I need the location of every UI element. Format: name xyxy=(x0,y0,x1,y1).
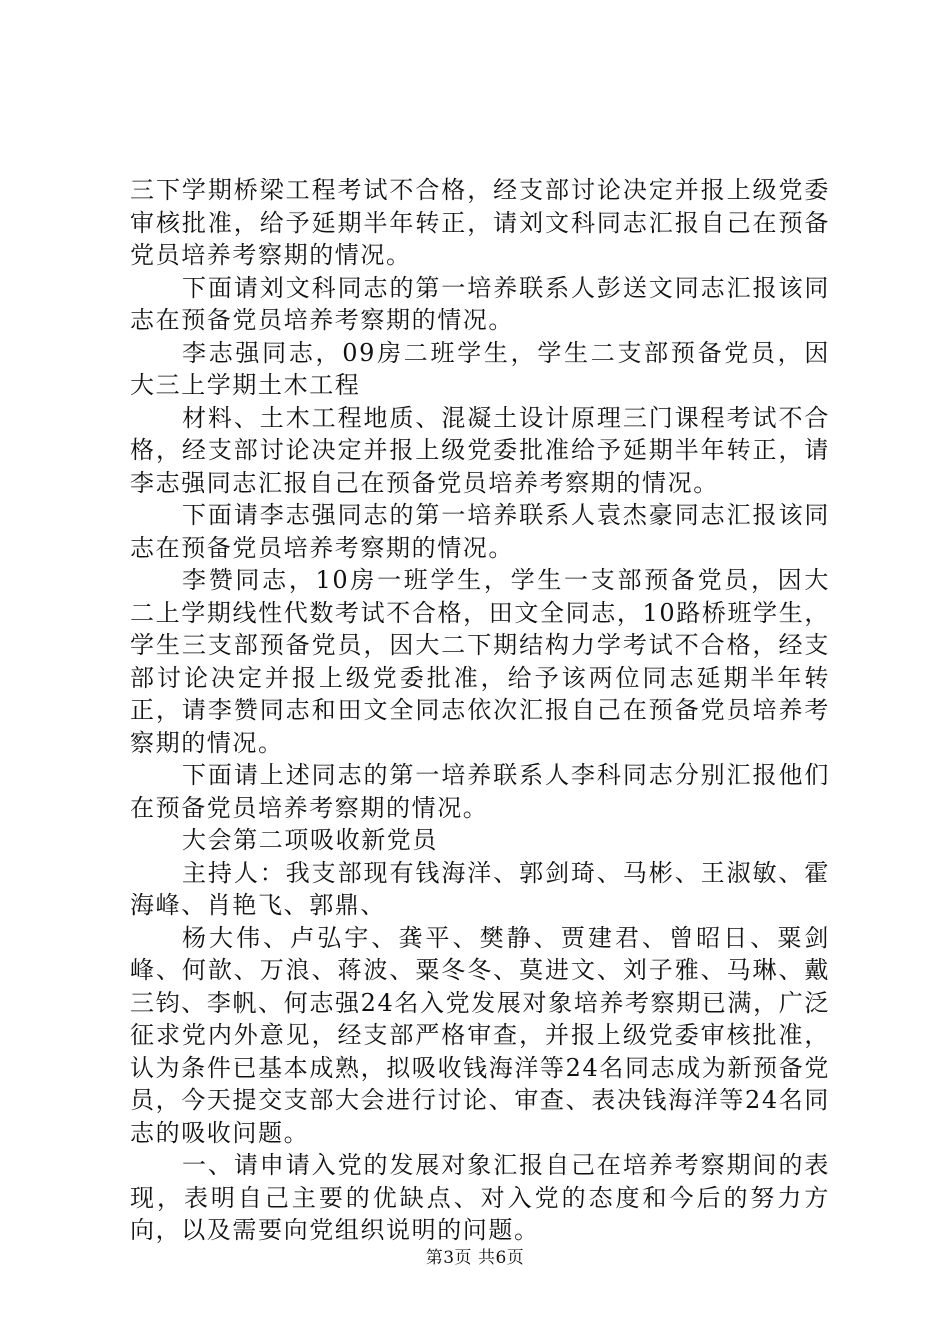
page-number: 第3页 共6页 xyxy=(425,1248,525,1268)
paragraph: 主持人：我支部现有钱海洋、郭剑琦、马彬、王淑敏、霍海峰、肖艳飞、郭鼎、 xyxy=(130,858,830,919)
paragraph-continuation: 三下学期桥梁工程考试不合格，经支部讨论决定并报上级党委审核批准，给予延期半年转正，请刘文科同志汇报自己在预备党员培养考察期的情况。 xyxy=(130,176,830,269)
paragraph: 一、请申请入党的发展对象汇报自己在培养考察期间的表现，表明自己主要的优缺点、对入党的态度和今后的努力方向，以及需要向党组织说明的问题。 xyxy=(130,1151,830,1244)
paragraph: 杨大伟、卢弘宇、龚平、樊静、贾建君、曾昭日、粟剑峰、何歆、万浪、蒋波、粟冬冬、莫进文、刘子雅、马琳、戴三钧、李帆、何志强24名入党发展对象培养考察期已满，广泛征求党内外意见，经支部严格审查，并报上级党委审核批准，认为条件已基本成熟，拟吸收钱海洋等24名同志成为新预备党员，今天提交支部大会进行讨论、审查、表决钱海洋等24名同志的吸收问题。 xyxy=(130,923,830,1147)
paragraph: 下面请上述同志的第一培养联系人李科同志分别汇报他们在预备党员培养考察期的情况。 xyxy=(130,761,830,822)
paragraph: 下面请李志强同志的第一培养联系人袁杰豪同志汇报该同志在预备党员培养考察期的情况。 xyxy=(130,501,830,562)
section-heading: 大会第二项吸收新党员 xyxy=(182,826,438,854)
document-body xyxy=(130,174,830,1247)
paragraph: 李志强同志，09房二班学生，学生二支部预备党员，因大三上学期土木工程 xyxy=(130,338,830,399)
page-footer xyxy=(0,1243,950,1268)
paragraph: 李赞同志，10房一班学生，学生一支部预备党员，因大二上学期线性代数考试不合格，田文全同志，10路桥班学生，学生三支部预备党员，因大二下期结构力学考试不合格，经支部讨论决定并报上级党委批准，给予该两位同志延期半年转正，请李赞同志和田文全同志依次汇报自己在预备党员培养考察期的情况。 xyxy=(130,566,830,757)
paragraph: 材料、土木工程地质、混凝土设计原理三门课程考试不合格，经支部讨论决定并报上级党委批准给予延期半年转正，请李志强同志汇报自己在预备党员培养考察期的情况。 xyxy=(130,403,830,497)
paragraph: 下面请刘文科同志的第一培养联系人彭送文同志汇报该同志在预备党员培养考察期的情况。 xyxy=(130,273,830,334)
